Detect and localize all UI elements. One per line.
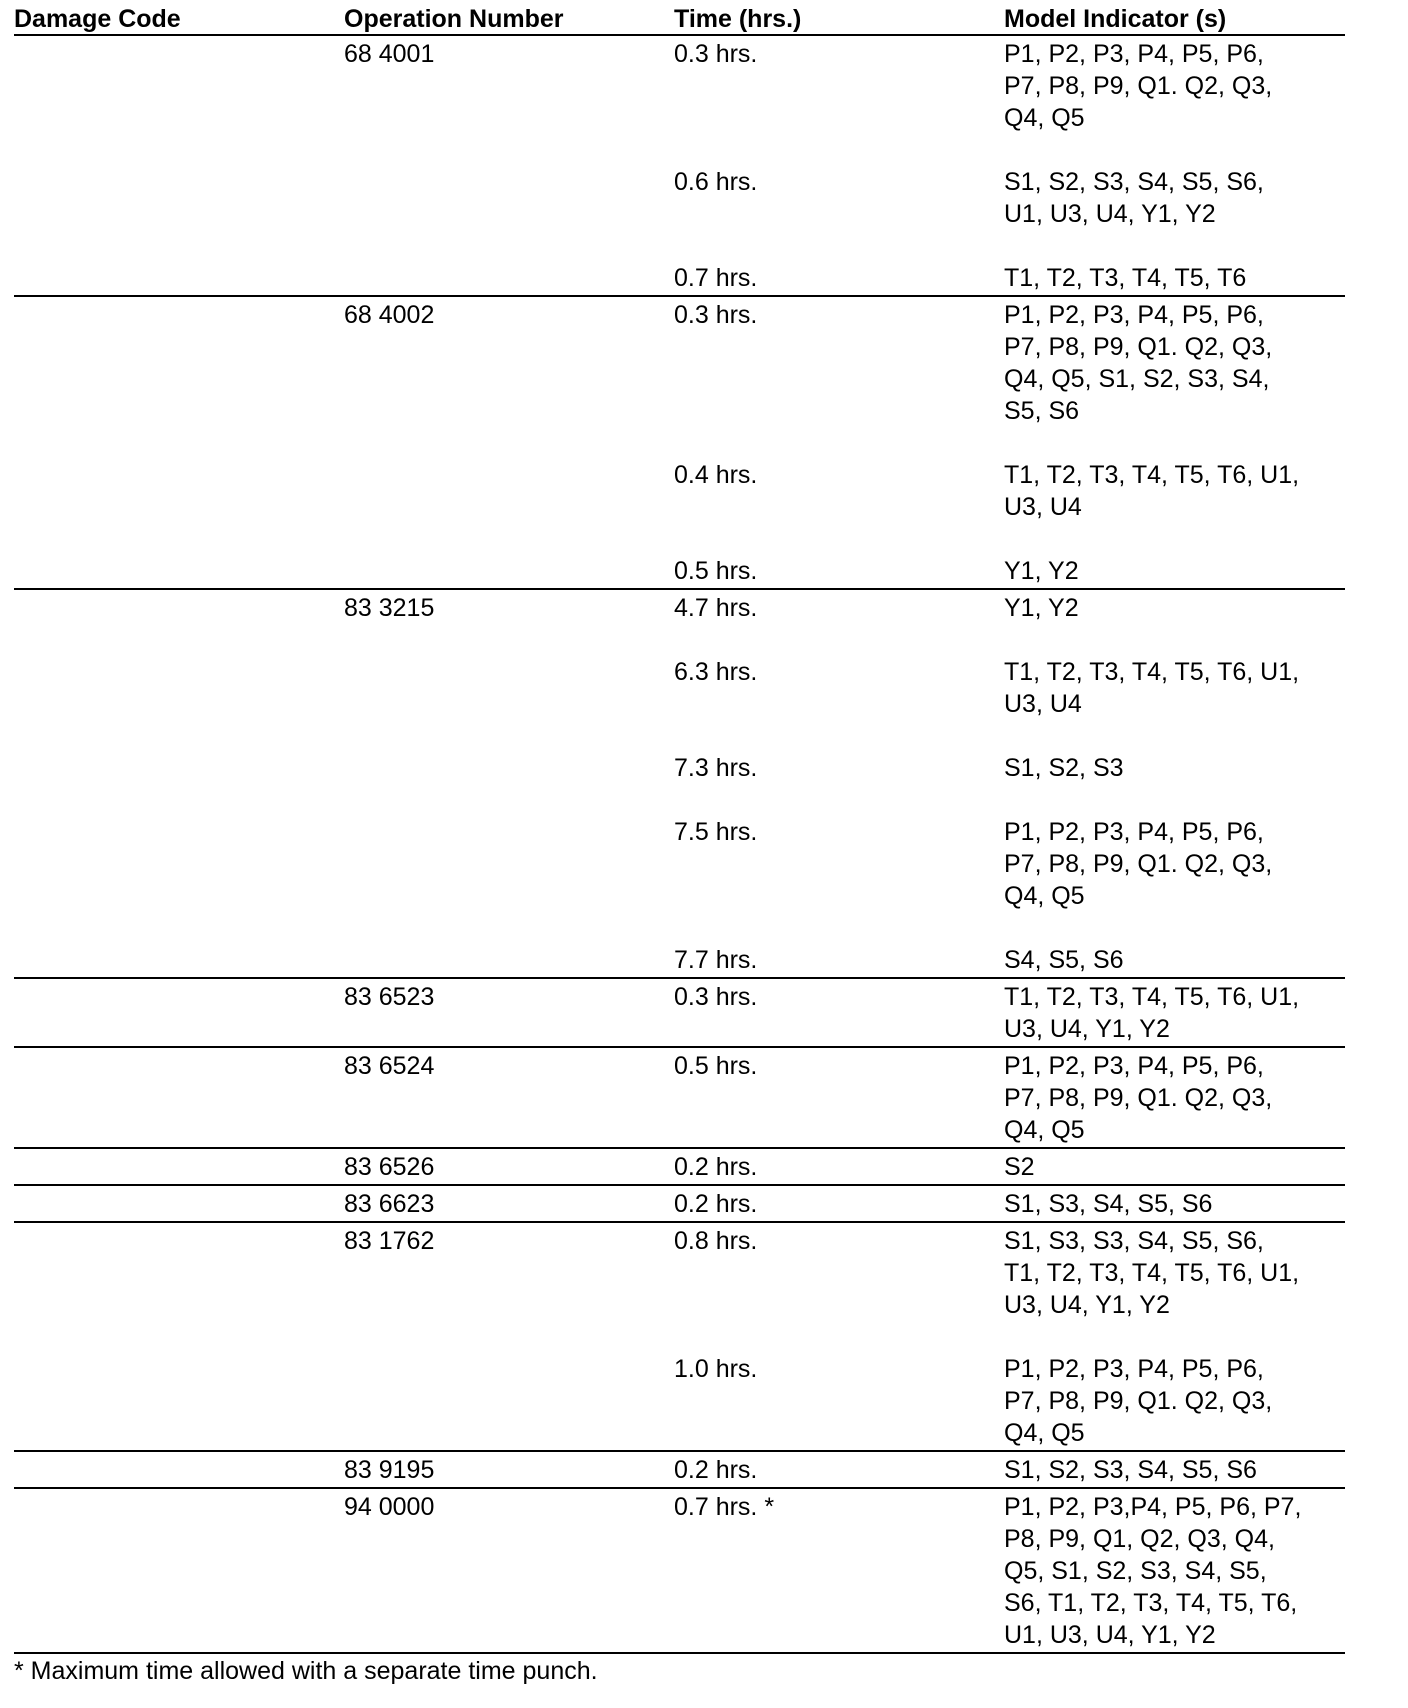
time-value: 7.7 hrs. [674, 946, 758, 974]
time-value: 6.3 hrs. [674, 658, 758, 686]
model-indicators: S1, S2, S3 [1004, 754, 1124, 782]
model-indicators: Y1, Y2 [1004, 594, 1079, 622]
header-operation-number: Operation Number [344, 5, 564, 33]
row-rule [14, 1046, 1345, 1048]
time-value: 0.5 hrs. [674, 557, 758, 585]
row-rule [14, 1487, 1345, 1489]
row-rule [14, 1147, 1345, 1149]
model-indicators: S4, S5, S6 [1004, 946, 1124, 974]
row-rule [14, 588, 1345, 590]
time-value: 7.3 hrs. [674, 754, 758, 782]
model-indicators: S2 [1004, 1153, 1035, 1181]
operation-number: 68 4002 [344, 301, 435, 329]
time-value: 4.7 hrs. [674, 594, 758, 622]
time-value: 0.8 hrs. [674, 1227, 758, 1255]
row-rule [14, 1221, 1345, 1223]
time-value: 0.4 hrs. [674, 461, 758, 489]
time-value: 0.3 hrs. [674, 40, 758, 68]
operation-number: 83 6523 [344, 983, 435, 1011]
time-value: 0.2 hrs. [674, 1456, 758, 1484]
time-value: 0.2 hrs. [674, 1190, 758, 1218]
row-rule [14, 295, 1345, 297]
model-indicators: Y1, Y2 [1004, 557, 1079, 585]
row-rule [14, 1450, 1345, 1452]
model-indicators: T1, T2, T3, T4, T5, T6, U1, U3, U4 [1004, 461, 1300, 521]
time-value: 0.3 hrs. [674, 301, 758, 329]
header-damage-code: Damage Code [14, 5, 181, 33]
row-rule [14, 1184, 1345, 1186]
model-indicators: P1, P2, P3, P4, P5, P6, P7, P8, P9, Q1. Q2, Q3, Q4, Q5 [1004, 818, 1273, 910]
model-indicators: P1, P2, P3, P4, P5, P6, P7, P8, P9, Q1. Q2, Q3, Q4, Q5 [1004, 1052, 1273, 1144]
model-indicators: P1, P2, P3, P4, P5, P6, P7, P8, P9, Q1. Q2, Q3, Q4, Q5, S1, S2, S3, S4, S5, S6 [1004, 301, 1273, 425]
model-indicators: P1, P2, P3, P4, P5, P6, P7, P8, P9, Q1. Q2, Q3, Q4, Q5 [1004, 40, 1273, 132]
header-rule [14, 34, 1345, 36]
time-value: 0.7 hrs. [674, 264, 758, 292]
footnote: * Maximum time allowed with a separate time punch. [14, 1657, 598, 1685]
operation-number: 83 9195 [344, 1456, 435, 1484]
operation-number: 94 0000 [344, 1493, 435, 1521]
row-rule [14, 977, 1345, 979]
model-indicators: S1, S2, S3, S4, S5, S6 [1004, 1456, 1257, 1484]
model-indicators: P1, P2, P3,P4, P5, P6, P7, P8, P9, Q1, Q2, Q3, Q4, Q5, S1, S2, S3, S4, S5, S6, T1, T2, T3, T4, T5, T6, U1, U3, U4, Y1, Y2 [1004, 1493, 1302, 1649]
model-indicators: T1, T2, T3, T4, T5, T6, U1, U3, U4, Y1, Y2 [1004, 983, 1300, 1043]
header-model-indicator: Model Indicator (s) [1004, 5, 1227, 33]
operation-number: 83 3215 [344, 594, 435, 622]
model-indicators: P1, P2, P3, P4, P5, P6, P7, P8, P9, Q1. Q2, Q3, Q4, Q5 [1004, 1355, 1273, 1447]
operation-number: 68 4001 [344, 40, 435, 68]
row-rule [14, 1652, 1345, 1654]
model-indicators: S1, S2, S3, S4, S5, S6, U1, U3, U4, Y1, Y2 [1004, 168, 1264, 228]
model-indicators: T1, T2, T3, T4, T5, T6, U1, U3, U4 [1004, 658, 1300, 718]
time-value: 7.5 hrs. [674, 818, 758, 846]
model-indicators: S1, S3, S3, S4, S5, S6, T1, T2, T3, T4, T5, T6, U1, U3, U4, Y1, Y2 [1004, 1227, 1300, 1319]
time-value: 0.7 hrs. * [674, 1493, 775, 1521]
header-time: Time (hrs.) [674, 5, 802, 33]
time-value: 0.2 hrs. [674, 1153, 758, 1181]
operation-number: 83 1762 [344, 1227, 435, 1255]
operation-number: 83 6623 [344, 1190, 435, 1218]
model-indicators: T1, T2, T3, T4, T5, T6 [1004, 264, 1247, 292]
model-indicators: S1, S3, S4, S5, S6 [1004, 1190, 1213, 1218]
operation-number: 83 6526 [344, 1153, 435, 1181]
time-value: 0.6 hrs. [674, 168, 758, 196]
time-value: 0.5 hrs. [674, 1052, 758, 1080]
time-value: 0.3 hrs. [674, 983, 758, 1011]
time-value: 1.0 hrs. [674, 1355, 758, 1383]
operation-number: 83 6524 [344, 1052, 435, 1080]
labor-time-document [14, 0, 1345, 1708]
